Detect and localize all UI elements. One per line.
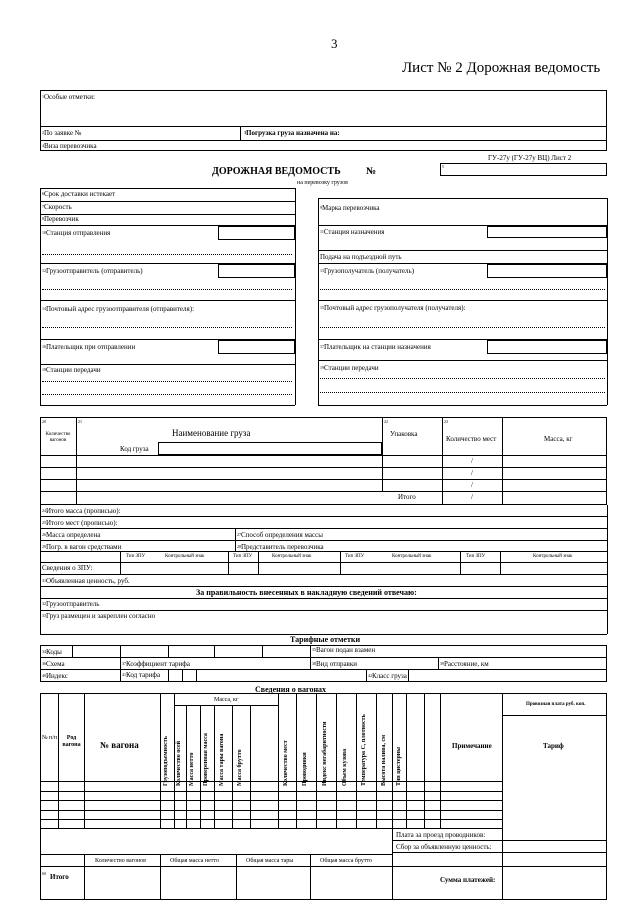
carrier-brand-label: $^9$Марка перевозчика [320,204,380,212]
control-sign-2: Контрольный знак [272,554,312,559]
conductors-header: Проводники [302,752,308,786]
packaging-header: Упаковка [390,430,418,438]
shipper-label: $^{12}$Грузоотправитель (отправитель) [42,267,143,275]
net-mass-header: Масса нетто [189,752,195,786]
wagon-count-header: Количество вагонов [45,432,71,443]
slash-3: / [471,481,473,489]
consignee-address-label: $^{15}$Почтовый адрес грузополучателя (получателя): [320,304,466,312]
mass-kg-header: Масса, кг [544,435,573,443]
total-net-label: Общая масса нетто [170,858,219,864]
departure-station-label: $^{10}$Станция отправления [42,229,111,237]
payer-departure-label: $^{16}$Плательщик при отправлении [42,343,136,351]
siding-label: Подача на подъездной путь [320,253,402,261]
tariff-marks-title: Тарифные отметки [290,635,361,644]
declared-fee-label: Сбор за объявленную ценность: [396,843,492,851]
total-mass-words-label: $^{24}$Итого масса (прописью): [42,507,121,515]
sheet-title: Лист № 2 Дорожная ведомость [402,60,601,76]
control-sign-1: Контрольный знак [165,554,205,559]
wagon-kind-header: Род вагона [62,735,81,748]
carriage-fee-header: Провозная плата руб. коп. [526,702,586,707]
special-marks-label: $^1$Особые отметки: [42,93,95,101]
responsibility-title: За правильность внесенных в накладную сведений отвечаю: [196,588,417,597]
dispatch-type-label: $^{38}$Вид отправки [312,660,357,668]
distance-label: $^{39}$Расстояние, км [440,660,489,668]
sum-payments-label: Сумма платежей: [440,876,496,884]
shipper-address-label: $^{14}$Почтовый адрес грузоотправителя (отправителя): [42,305,195,313]
shipper-resp-label: $^{32}$Грузоотправитель [42,600,100,608]
carrier-rep-label: $^{28}$Представитель перевозчика [237,543,324,551]
codes-label: $^{34}$Коды [42,648,62,656]
axles-header: Количество осей [176,740,182,786]
cargo-code-box[interactable] [158,442,382,455]
carrier-visa-label: $^4$Виза перевозчика [42,142,97,150]
field-5-box[interactable] [440,163,607,176]
places-count-header: Количество мест [446,435,497,443]
transfer-stations-right-label: $^{19}$Станции передачи [320,364,379,372]
tank-type-header: Тип цистерны [396,747,402,786]
wagons-row-60-number: 60 [42,871,46,876]
gross-mass-header: Масса брутто [237,749,243,786]
document-title: ДОРОЖНАЯ ВЕДОМОСТЬ [212,166,341,177]
slash-4: / [471,493,473,501]
zpu-info-label: Сведения о ЗПУ: [42,564,93,572]
mass-kg-group-header: Масса, кг [214,697,239,703]
places-header: Количество мест [283,740,289,786]
field-5-number: 5 [442,164,444,169]
payer-destination-code-box[interactable] [487,340,607,354]
wagons-total-label: Итого [50,873,69,881]
tare-mass-header: Масса тары вагона [219,733,225,786]
mass-method-label: $^{27}$Способ определения массы [237,531,323,539]
cargo-code-header: Код груза [120,445,149,453]
placed-secured-label: $^{33}$Груз размещен и закреплен согласно [42,612,156,620]
zpu-type-3: Тип ЗПУ [345,554,365,559]
declared-value-label: $^{31}$Объявленная ценность, руб. [42,577,130,585]
loaded-by-label: $^{29}$Погр. в вагон средствами [42,543,122,551]
cargo-total-label: Итого [398,493,416,501]
wagon-given-label: $^{35}$Вагон подан взамен [312,646,376,654]
slash-2: / [471,469,473,477]
cargo-name-header: Наименование груза [172,428,251,438]
destination-station-code-box[interactable] [487,226,607,238]
document-number-label: № [366,166,377,177]
consignee-label: $^{13}$Грузополучатель (получатель) [320,267,415,275]
by-request-label: $^2$По заявке № [42,129,82,137]
payer-departure-code-box[interactable] [218,340,295,354]
wagons-title: Сведения о вагонах [255,685,327,694]
zpu-type-1: Тип ЗПУ [126,554,146,559]
mass-determined-label: $^{26}$Масса определена [42,531,101,539]
fill-height-header: Высота налива, см [381,734,387,786]
shipper-code-box[interactable] [218,264,295,278]
note-header: Примечание [452,742,492,750]
cargo-class-label: $^{42}$Класс груза [368,672,407,680]
slash-1: / [471,457,473,465]
wagon-no-header: № вагона [100,740,139,750]
scheme-label: $^{36}$Схема [42,660,65,668]
departure-station-code-box[interactable] [218,226,295,240]
tariff-coef-label: $^{37}$Коэффициент тарифа [122,660,190,668]
temperature-header: Температура С, плотность [361,714,367,786]
page-number: 3 [331,36,338,51]
control-sign-4: Контрольный знак [533,554,573,559]
payer-destination-label: $^{17}$Плательщик на станции назначения [320,343,431,351]
carrier-label: $^8$Перевозчик [42,215,79,223]
consignee-code-box[interactable] [487,264,607,278]
total-places-words-label: $^{25}$Итого мест (прописью): [42,519,118,527]
zpu-type-2: Тип ЗПУ [233,554,253,559]
row-no-header: № п/п [41,735,58,741]
tariff-header: Тариф [543,742,564,750]
tariff-code-label: $^{41}$Код тарифа [122,671,161,679]
checked-mass-header: Проверенная масса [203,733,209,786]
body-volume-header: Объем кузова [342,748,348,786]
transfer-stations-left-label: $^{18}$Станции передачи [42,366,101,374]
document-subtitle: на перевозку грузов [297,180,348,186]
destination-station-label: $^{11}$Станция назначения [320,228,385,236]
oversize-index-header: Индекс негабаритности [322,721,328,786]
form-code: ГУ-27у (ГУ-27у ВЦ) Лист 2 [488,154,572,162]
delivery-deadline-label: $^6$Срок доставки истекает [42,190,116,198]
zpu-type-4: Тип ЗПУ [466,554,486,559]
capacity-header: Грузоподъемность [163,736,169,786]
control-sign-3: Контрольный знак [392,554,432,559]
total-gross-label: Общая масса брутто [320,858,373,864]
total-tare-label: Общая масса тары [246,858,294,864]
speed-label: $^7$Скорость [42,203,72,211]
loading-assigned-label: $^3$Погрузка груза назначена на: [244,129,340,137]
top-block-frame [40,90,607,151]
index-label: $^{40}$Индекс [42,672,68,680]
count-wagons-label: Количество вагонов [95,858,147,864]
conductors-fee-label: Плата за проезд проводников: [396,831,486,839]
